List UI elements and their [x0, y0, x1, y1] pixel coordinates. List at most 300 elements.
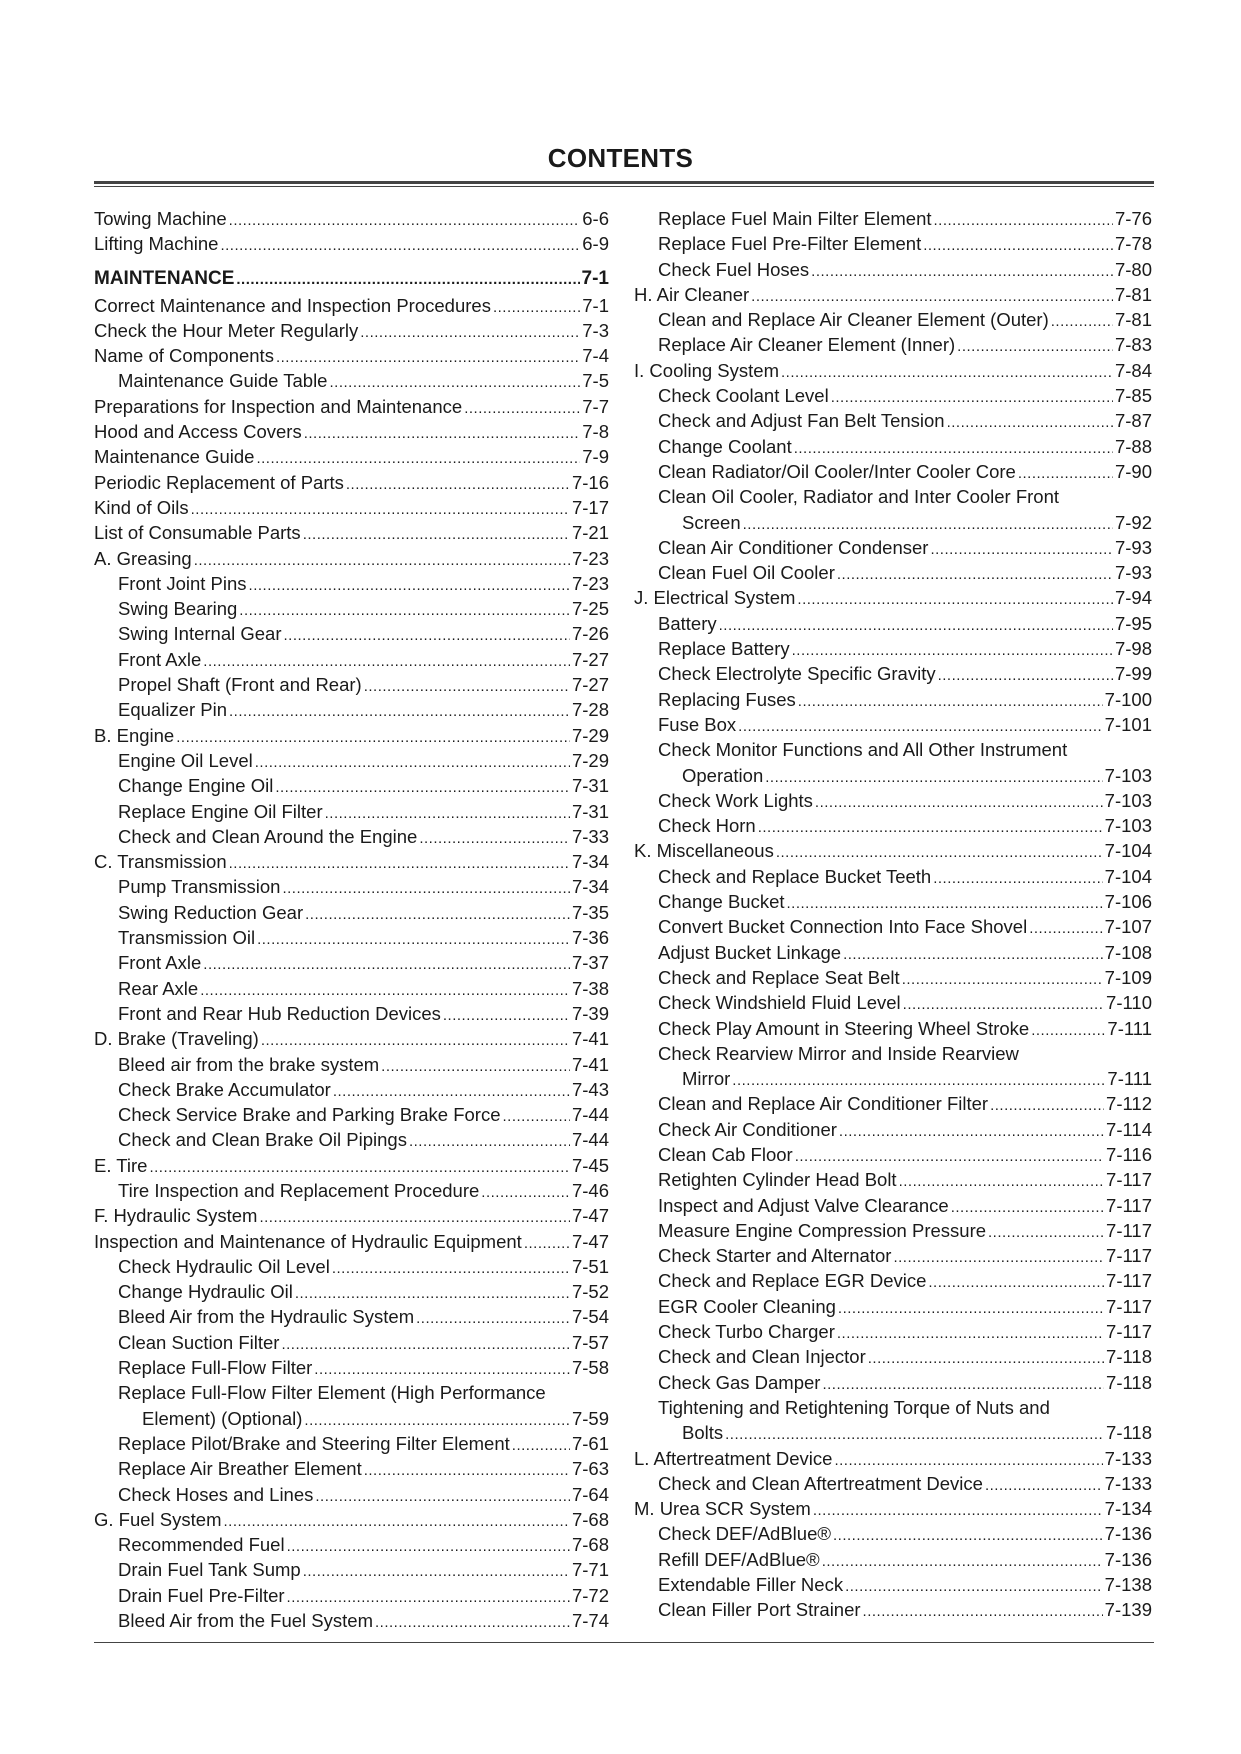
toc-entry-swing-bearing[interactable]	[94, 596, 609, 621]
toc-page-number: 7-101	[1104, 713, 1152, 735]
dot-leader	[503, 1102, 570, 1129]
toc-entry-title: Change Hydraulic Oil	[118, 1281, 293, 1303]
toc-entry-clean-air-conditioner-condenser[interactable]	[634, 535, 1152, 560]
toc-entry-title: Periodic Replacement of Parts	[94, 471, 344, 493]
toc-entry-check-air-conditioner[interactable]	[634, 1117, 1152, 1142]
toc-entry-bleed-air-from-the-brake-system[interactable]	[94, 1052, 609, 1077]
dot-leader	[314, 1355, 570, 1382]
toc-entry-d-brake-traveling[interactable]	[94, 1026, 609, 1051]
toc-page-number: 7-1	[581, 267, 609, 289]
toc-entry-title: Adjust Bucket Linkage	[658, 941, 842, 963]
dot-leader	[229, 697, 570, 724]
toc-entry-title: Check Gas Damper	[658, 1371, 821, 1393]
dot-leader	[732, 1066, 1105, 1093]
toc-entry-propel-shaft-front-and-rear[interactable]	[94, 672, 609, 697]
dot-leader	[512, 1431, 570, 1458]
dot-leader	[845, 1572, 1103, 1599]
dot-leader	[287, 1532, 570, 1559]
toc-entry-title: Bleed Air from the Hydraulic System	[118, 1306, 415, 1328]
dot-leader	[200, 976, 570, 1003]
toc-entry-change-engine-oil[interactable]	[94, 773, 609, 798]
toc-page-number: 7-31	[571, 775, 609, 797]
toc-entry-title: Bleed air from the brake system	[118, 1053, 380, 1075]
dot-leader	[364, 672, 570, 699]
toc-page-number: 7-63	[571, 1458, 609, 1480]
toc-entry-recommended-fuel[interactable]	[94, 1532, 609, 1557]
toc-entry-check-horn[interactable]	[634, 813, 1152, 838]
dot-leader	[333, 1077, 570, 1104]
toc-entry-title: Clean Radiator/Oil Cooler/Inter Cooler Core	[658, 460, 1016, 482]
toc-entry-title: H. Air Cleaner	[634, 283, 750, 305]
toc-entry-check-brake-accumulator[interactable]	[94, 1077, 609, 1102]
dot-leader	[295, 1279, 570, 1306]
toc-entry-title: Maintenance Guide Table	[118, 370, 328, 392]
toc-page-number: 7-80	[1114, 258, 1152, 280]
toc-entry-title: Preparations for Inspection and Maintenance	[94, 395, 463, 417]
toc-entry-title: Check and Clean Injector	[658, 1346, 866, 1368]
toc-page-number: 7-46	[571, 1179, 609, 1201]
dot-leader	[416, 1304, 570, 1331]
dot-leader	[923, 231, 1113, 258]
toc-entry-replace-fuel-main-filter-element[interactable]	[634, 206, 1152, 231]
toc-entry-rear-axle[interactable]	[94, 976, 609, 1001]
toc-page-number: 7-58	[571, 1357, 609, 1379]
toc-entry-title: E. Tire	[94, 1154, 148, 1176]
toc-entry-extendable-filler-neck[interactable]	[634, 1572, 1152, 1597]
dot-leader	[304, 419, 581, 446]
toc-entry-inspection-and-maintenance-of-hydraulic-equipment[interactable]	[94, 1229, 609, 1254]
toc-entry-clean-fuel-oil-cooler[interactable]	[634, 560, 1152, 585]
toc-entry-title: Check Service Brake and Parking Brake Force	[118, 1104, 501, 1126]
toc-page-number: 7-118	[1106, 1422, 1152, 1444]
toc-entry-change-coolant[interactable]	[634, 434, 1152, 459]
dot-leader	[743, 510, 1113, 537]
toc-entry-title: Name of Components	[94, 345, 274, 367]
toc-entry-k-miscellaneous[interactable]	[634, 838, 1152, 863]
toc-entry-towing-machine[interactable]	[94, 206, 609, 231]
toc-page-number: 7-27	[571, 674, 609, 696]
toc-entry-clean-oil-cooler-radiator-and-inter-cooler-front[interactable]	[634, 484, 1152, 535]
toc-entry-front-and-rear-hub-reduction-devices[interactable]	[94, 1001, 609, 1026]
dot-leader	[223, 1507, 569, 1534]
dot-leader	[1029, 914, 1102, 941]
toc-page-number: 6-6	[582, 208, 609, 229]
toc-page-number: 7-103	[1104, 789, 1152, 811]
toc-entry-lifting-machine[interactable]	[94, 231, 609, 256]
toc-entry-front-axle[interactable]	[94, 647, 609, 672]
toc-entry-title: Transmission Oil	[118, 927, 256, 949]
dot-leader	[815, 788, 1103, 815]
toc-entry-retighten-cylinder-head-bolt[interactable]	[634, 1167, 1152, 1192]
toc-entry-replace-full-flow-filter[interactable]	[94, 1355, 609, 1380]
toc-entry-check-and-replace-bucket-teeth[interactable]	[634, 864, 1152, 889]
toc-entry-tire-inspection-and-replacement-procedure[interactable]	[94, 1178, 609, 1203]
toc-entry-title: Check Hydraulic Oil Level	[118, 1255, 330, 1277]
dot-leader	[304, 1406, 570, 1433]
toc-page-number: 7-116	[1106, 1143, 1152, 1165]
toc-entry-maintenance[interactable]	[94, 265, 609, 293]
toc-page-number: 7-84	[1114, 359, 1152, 381]
dot-leader	[839, 1117, 1104, 1144]
dot-leader	[725, 1420, 1104, 1447]
toc-entry-battery[interactable]	[634, 611, 1152, 636]
toc-entry-check-and-replace-egr-device[interactable]	[634, 1268, 1152, 1293]
toc-page-number: 7-38	[571, 977, 609, 999]
dot-leader	[843, 940, 1103, 967]
dot-leader	[957, 332, 1113, 359]
toc-entry-check-monitor-functions-and-all-other-instrument[interactable]	[634, 737, 1152, 788]
toc-page-number: 7-108	[1104, 941, 1152, 963]
toc-entry-periodic-replacement-of-parts[interactable]	[94, 470, 609, 495]
toc-entry-check-fuel-hoses[interactable]	[634, 257, 1152, 282]
toc-page-number: 7-78	[1114, 233, 1152, 255]
toc-entry-b-engine[interactable]	[94, 723, 609, 748]
toc-entry-maintenance-guide[interactable]	[94, 444, 609, 469]
toc-entry-name-of-components[interactable]	[94, 343, 609, 368]
toc-entry-title: Check Play Amount in Steering Wheel Stroke	[658, 1017, 1030, 1039]
toc-page-number: 7-71	[571, 1559, 609, 1581]
toc-entry-title: Clean and Replace Air Cleaner Element (Outer)	[658, 309, 1049, 331]
toc-page-number: 7-36	[571, 927, 609, 949]
toc-page-number: 7-81	[1114, 283, 1152, 305]
dot-leader	[1031, 1016, 1105, 1043]
dot-leader	[938, 661, 1113, 688]
toc-entry-replace-air-breather-element[interactable]	[94, 1456, 609, 1481]
toc-page-number: 7-23	[571, 547, 609, 569]
dot-leader	[988, 1218, 1104, 1245]
toc-page-number: 7-27	[571, 648, 609, 670]
toc-entry-title: Check Starter and Alternator	[658, 1245, 892, 1267]
toc-entry-title: Replace Battery	[658, 638, 790, 660]
dot-leader	[822, 1547, 1103, 1574]
dot-leader	[863, 1597, 1103, 1624]
toc-entry-i-cooling-system[interactable]	[634, 358, 1152, 383]
toc-page-number: 7-117	[1106, 1169, 1152, 1191]
toc-entry-change-bucket[interactable]	[634, 889, 1152, 914]
toc-entry-maintenance-guide-table[interactable]	[94, 368, 609, 393]
toc-entry-j-electrical-system[interactable]	[634, 585, 1152, 610]
toc-page-number: 7-81	[1114, 309, 1152, 331]
toc-entry-check-gas-damper[interactable]	[634, 1370, 1152, 1395]
title-divider	[94, 181, 1154, 184]
toc-entry-e-tire[interactable]	[94, 1153, 609, 1178]
toc-entry-replacing-fuses[interactable]	[634, 687, 1152, 712]
toc-entry-refill-def-adblue[interactable]	[634, 1547, 1152, 1572]
toc-page-number: 7-133	[1104, 1447, 1152, 1469]
dot-leader	[719, 611, 1113, 638]
toc-entry-title: Replace Fuel Main Filter Element	[658, 208, 932, 229]
toc-page-number: 7-88	[1114, 435, 1152, 457]
dot-leader	[443, 1001, 570, 1028]
toc-entry-title: Hood and Access Covers	[94, 421, 302, 443]
toc-entry-preparations-for-inspection-and-maintenance[interactable]	[94, 394, 609, 419]
toc-page-number: 7-41	[571, 1028, 609, 1050]
toc-entry-check-play-amount-in-steering-wheel-stroke[interactable]	[634, 1016, 1152, 1041]
toc-entry-correct-maintenance-and-inspection-procedures[interactable]	[94, 293, 609, 318]
toc-page-number: 7-85	[1114, 385, 1152, 407]
toc-page-number: 7-100	[1104, 688, 1152, 710]
dot-leader	[381, 1052, 570, 1079]
toc-entry-tightening-and-retightening-torque-of-nuts-and[interactable]	[634, 1395, 1152, 1446]
toc-entry-title: G. Fuel System	[94, 1508, 222, 1530]
toc-entry-title: MAINTENANCE	[94, 267, 235, 289]
dot-leader	[893, 1243, 1104, 1270]
toc-page-number: 7-35	[571, 901, 609, 923]
toc-entry-clean-cab-floor[interactable]	[634, 1142, 1152, 1167]
toc-page-number: 7-29	[571, 749, 609, 771]
toc-entry-title: Correct Maintenance and Inspection Procedures	[94, 294, 491, 316]
toc-page-number: 7-7	[582, 395, 609, 417]
toc-page-number: 7-109	[1104, 966, 1152, 988]
toc-entry-replace-full-flow-filter-element-high-performance[interactable]	[94, 1380, 609, 1431]
toc-page-number: 7-106	[1104, 891, 1152, 913]
dot-leader	[797, 585, 1113, 612]
toc-entry-title: Tire Inspection and Replacement Procedure	[118, 1179, 480, 1201]
dot-leader	[834, 1446, 1102, 1473]
toc-entry-title: Towing Machine	[94, 208, 227, 229]
toc-entry-check-and-replace-seat-belt[interactable]	[634, 965, 1152, 990]
toc-entry-title: Check and Replace Bucket Teeth	[658, 865, 932, 887]
dot-leader	[493, 293, 580, 320]
toc-entry-clean-radiator-oil-cooler-inter-cooler-core[interactable]	[634, 459, 1152, 484]
toc-entry-title: Front Joint Pins	[118, 572, 247, 594]
toc-entry-title: EGR Cooler Cleaning	[658, 1295, 836, 1317]
toc-entry-change-hydraulic-oil[interactable]	[94, 1279, 609, 1304]
toc-page-number: 7-57	[571, 1331, 609, 1353]
toc-entry-fuse-box[interactable]	[634, 712, 1152, 737]
toc-entry-inspect-and-adjust-valve-clearance[interactable]	[634, 1193, 1152, 1218]
toc-entry-title: Front Axle	[118, 952, 202, 974]
dot-leader	[255, 748, 570, 775]
toc-entry-title: List of Consumable Parts	[94, 522, 301, 544]
toc-entry-hood-and-access-covers[interactable]	[94, 419, 609, 444]
dot-leader	[1018, 459, 1113, 486]
dot-leader	[985, 1471, 1103, 1498]
toc-entry-check-and-clean-around-the-engine[interactable]	[94, 824, 609, 849]
dot-leader	[758, 813, 1103, 840]
toc-entry-replace-engine-oil-filter[interactable]	[94, 799, 609, 824]
toc-entry-title: Equalizer Pin	[118, 699, 228, 721]
dot-leader	[315, 1482, 570, 1509]
toc-page-number: 7-118	[1106, 1346, 1152, 1368]
toc-entry-title: Check and Adjust Fan Belt Tension	[658, 410, 945, 432]
toc-entry-title: Front and Rear Hub Reduction Devices	[118, 1002, 441, 1024]
dot-leader	[951, 1193, 1104, 1220]
toc-page-number: 7-29	[571, 724, 609, 746]
dot-leader	[281, 1330, 570, 1357]
dot-leader	[930, 535, 1113, 562]
toc-entry-egr-cooler-cleaning[interactable]	[634, 1294, 1152, 1319]
dot-leader	[229, 849, 570, 876]
dot-leader	[787, 889, 1103, 916]
toc-entry-check-def-adblue[interactable]	[634, 1521, 1152, 1546]
dot-leader	[933, 864, 1102, 891]
toc-entry-title: Swing Reduction Gear	[118, 901, 304, 923]
toc-entry-title: Change Coolant	[658, 435, 792, 457]
dot-leader	[798, 687, 1103, 714]
toc-entry-check-and-clean-brake-oil-pipings[interactable]	[94, 1127, 609, 1152]
toc-entry-check-starter-and-alternator[interactable]	[634, 1243, 1152, 1268]
toc-entry-check-windshield-fluid-level[interactable]	[634, 990, 1152, 1015]
toc-entry-title: F. Hydraulic System	[94, 1205, 258, 1227]
toc-entry-bleed-air-from-the-fuel-system[interactable]	[94, 1608, 609, 1633]
toc-entry-title: Battery	[658, 612, 717, 634]
toc-entry-title: Clean Fuel Oil Cooler	[658, 562, 835, 584]
toc-entry-title: Replace Engine Oil Filter	[118, 800, 323, 822]
toc-entry-transmission-oil[interactable]	[94, 925, 609, 950]
toc-page-number: 7-26	[571, 623, 609, 645]
toc-entry-adjust-bucket-linkage[interactable]	[634, 940, 1152, 965]
toc-entry-convert-bucket-connection-into-face-shovel[interactable]	[634, 914, 1152, 939]
toc-entry-replace-air-cleaner-element-inner[interactable]	[634, 332, 1152, 357]
toc-entry-title: C. Transmission	[94, 851, 227, 873]
dot-leader	[947, 408, 1113, 435]
toc-entry-title: Clean Cab Floor	[658, 1143, 793, 1165]
toc-page-number: 7-93	[1114, 562, 1152, 584]
toc-entry-title: Drain Fuel Pre-Filter	[118, 1584, 285, 1606]
toc-page-number: 7-8	[582, 421, 609, 443]
toc-entry-title: Recommended Fuel	[118, 1534, 285, 1556]
toc-page-number: 7-44	[571, 1104, 609, 1126]
toc-entry-pump-transmission[interactable]	[94, 874, 609, 899]
dot-leader	[375, 1608, 570, 1635]
toc-entry-measure-engine-compression-pressure[interactable]	[634, 1218, 1152, 1243]
toc-page-number: 7-133	[1104, 1472, 1152, 1494]
toc-entry-front-axle[interactable]	[94, 950, 609, 975]
dot-leader	[464, 394, 580, 421]
toc-entry-kind-of-oils[interactable]	[94, 495, 609, 520]
dot-leader	[176, 723, 570, 750]
toc-entry-title-continued: Element) (Optional)	[142, 1407, 303, 1429]
toc-page-number: 7-136	[1104, 1523, 1152, 1545]
dot-leader	[928, 1268, 1104, 1295]
toc-entry-title: Convert Bucket Connection Into Face Shovel	[658, 916, 1028, 938]
dot-leader	[833, 1521, 1103, 1548]
toc-page-number: 7-47	[571, 1205, 609, 1227]
toc-page-number: 7-64	[571, 1483, 609, 1505]
toc-entry-title-continued: Screen	[682, 511, 741, 533]
toc-page-number: 7-117	[1106, 1245, 1152, 1267]
dot-leader	[903, 990, 1104, 1017]
toc-page-number: 7-110	[1106, 992, 1152, 1014]
toc-entry-title: Check and Clean Brake Oil Pipings	[118, 1129, 407, 1151]
toc-entry-title: D. Brake (Traveling)	[94, 1028, 259, 1050]
toc-page-number: 7-3	[582, 319, 609, 341]
toc-page-number: 7-117	[1106, 1219, 1152, 1241]
toc-entry-check-hydraulic-oil-level[interactable]	[94, 1254, 609, 1279]
toc-page-number: 7-76	[1114, 208, 1152, 229]
toc-entry-drain-fuel-pre-filter[interactable]	[94, 1583, 609, 1608]
toc-entry-replace-pilot-brake-and-steering-filter-element[interactable]	[94, 1431, 609, 1456]
toc-page-number: 7-1	[582, 294, 609, 316]
toc-entry-title: Swing Internal Gear	[118, 623, 282, 645]
toc-entry-l-aftertreatment-device[interactable]	[634, 1446, 1152, 1471]
toc-page-number: 7-31	[571, 800, 609, 822]
toc-entry-check-and-clean-injector[interactable]	[634, 1344, 1152, 1369]
toc-entry-engine-oil-level[interactable]	[94, 748, 609, 773]
toc-page-number: 7-99	[1114, 663, 1152, 685]
toc-entry-clean-and-replace-air-conditioner-filter[interactable]	[634, 1091, 1152, 1116]
toc-entry-title: Check Hoses and Lines	[118, 1483, 314, 1505]
toc-entry-check-turbo-charger[interactable]	[634, 1319, 1152, 1344]
toc-entry-check-rearview-mirror-and-inside-rearview[interactable]	[634, 1041, 1152, 1092]
toc-entry-a-greasing[interactable]	[94, 546, 609, 571]
dot-leader	[257, 925, 570, 952]
toc-page-number: 7-33	[571, 825, 609, 847]
toc-entry-check-electrolyte-specific-gravity[interactable]	[634, 661, 1152, 686]
toc-entry-m-urea-scr-system[interactable]	[634, 1496, 1152, 1521]
toc-entry-front-joint-pins[interactable]	[94, 571, 609, 596]
dot-leader	[303, 520, 570, 547]
toc-entry-title: A. Greasing	[94, 547, 192, 569]
toc-page-number: 7-112	[1106, 1093, 1152, 1115]
toc-entry-swing-reduction-gear[interactable]	[94, 900, 609, 925]
toc-entry-check-coolant-level[interactable]	[634, 383, 1152, 408]
dot-leader	[284, 621, 570, 648]
dot-leader	[409, 1127, 570, 1154]
toc-entry-check-work-lights[interactable]	[634, 788, 1152, 813]
toc-entry-c-transmission[interactable]	[94, 849, 609, 874]
toc-entry-check-hoses-and-lines[interactable]	[94, 1482, 609, 1507]
toc-page-number: 7-43	[571, 1078, 609, 1100]
toc-entry-title: Engine Oil Level	[118, 749, 253, 771]
toc-entry-title: Inspect and Adjust Valve Clearance	[658, 1194, 949, 1216]
toc-entry-title: Check Turbo Charger	[658, 1321, 835, 1343]
toc-entry-h-air-cleaner[interactable]	[634, 282, 1152, 307]
toc-page-number: 7-136	[1104, 1548, 1152, 1570]
toc-entry-swing-internal-gear[interactable]	[94, 621, 609, 646]
dot-leader	[794, 434, 1113, 461]
toc-entry-check-the-hour-meter-regularly[interactable]	[94, 318, 609, 343]
toc-entry-title: K. Miscellaneous	[634, 840, 774, 862]
toc-entry-drain-fuel-tank-sump[interactable]	[94, 1557, 609, 1582]
toc-page-number: 7-5	[582, 370, 609, 392]
toc-entry-clean-suction-filter[interactable]	[94, 1330, 609, 1355]
toc-entry-title: Change Bucket	[658, 891, 785, 913]
toc-entry-clean-filler-port-strainer[interactable]	[634, 1597, 1152, 1622]
toc-page-number: 7-17	[571, 496, 609, 518]
dot-leader	[149, 1153, 570, 1180]
toc-page-number: 7-16	[571, 471, 609, 493]
toc-entry-replace-fuel-pre-filter-element[interactable]	[634, 231, 1152, 256]
dot-leader	[249, 571, 570, 598]
toc-entry-f-hydraulic-system[interactable]	[94, 1203, 609, 1228]
toc-entry-replace-battery[interactable]	[634, 636, 1152, 661]
toc-entry-check-and-clean-aftertreatment-device[interactable]	[634, 1471, 1152, 1496]
toc-page-number: 7-4	[582, 345, 609, 367]
toc-entry-clean-and-replace-air-cleaner-element-outer[interactable]	[634, 307, 1152, 332]
toc-entry-title: I. Cooling System	[634, 359, 779, 381]
toc-entry-g-fuel-system[interactable]	[94, 1507, 609, 1532]
toc-entry-title: Rear Axle	[118, 977, 199, 999]
toc-entry-check-service-brake-and-parking-brake-force[interactable]	[94, 1102, 609, 1127]
toc-entry-check-and-adjust-fan-belt-tension[interactable]	[634, 408, 1152, 433]
dot-leader	[203, 950, 570, 977]
toc-entry-title: Check Electrolyte Specific Gravity	[658, 663, 936, 685]
toc-entry-title: Check and Clean Aftertreatment Device	[658, 1472, 983, 1494]
dot-leader	[229, 206, 581, 233]
toc-entry-title: Replace Full-Flow Filter Element (High Performance	[118, 1382, 546, 1404]
toc-page-number: 7-51	[571, 1255, 609, 1277]
toc-entry-title: Replace Air Breather Element	[118, 1458, 362, 1480]
dot-leader	[934, 206, 1113, 233]
toc-page-number: 7-72	[571, 1584, 609, 1606]
toc-entry-equalizer-pin[interactable]	[94, 697, 609, 722]
dot-leader	[524, 1229, 570, 1256]
toc-entry-title-continued: Operation	[682, 764, 764, 786]
toc-entry-list-of-consumable-parts[interactable]	[94, 520, 609, 545]
toc-entry-bleed-air-from-the-hydraulic-system[interactable]	[94, 1304, 609, 1329]
